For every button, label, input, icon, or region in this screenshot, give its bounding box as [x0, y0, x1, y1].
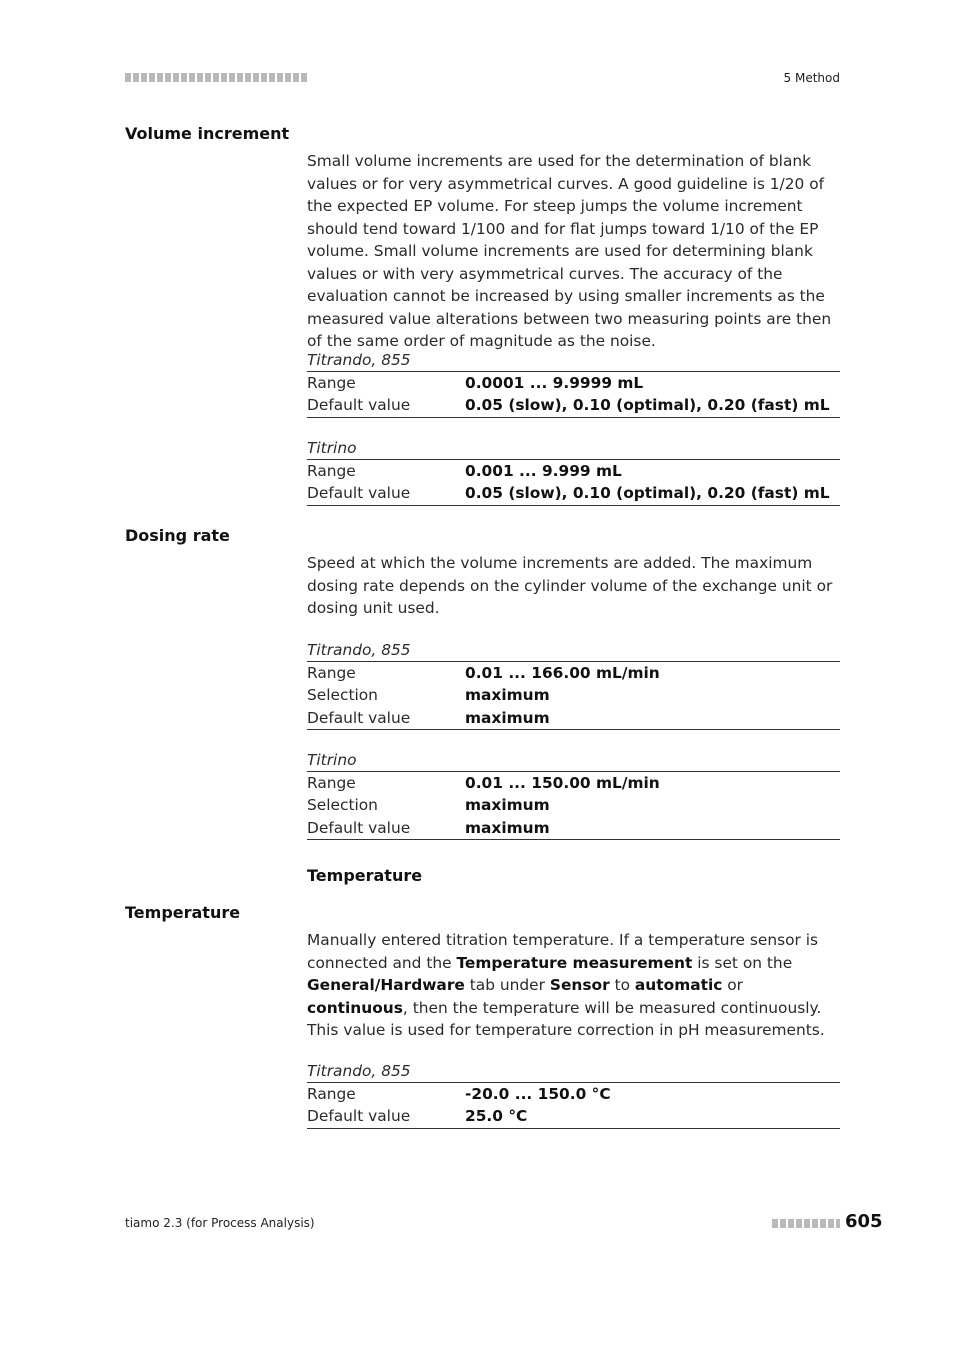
- page-number: 605: [845, 1211, 883, 1232]
- table-value: 0.05 (slow), 0.10 (optimal), 0.20 (fast) mL: [465, 484, 830, 503]
- table-value: 0.01 ... 150.00 mL/min: [465, 774, 660, 792]
- table-caption: Titrando, 855: [307, 349, 840, 372]
- table-key: Range: [307, 374, 356, 392]
- footer-decoration: [772, 1219, 840, 1228]
- temperature-table-titrando: [307, 1060, 840, 1129]
- temperature-description: Manually entered titration temperature. If a temperature sensor is connected and the Temperature measurement is set on the General/Hardware tab under Sensor to automatic or continuous, then the temperature will be measured continuously. This value is used for temperature correction in pH measurements.: [307, 931, 825, 1039]
- table-value: 0.0001 ... 9.9999 mL: [465, 374, 644, 392]
- dosing-rate-heading: Dosing rate: [125, 526, 230, 545]
- table-rule: [307, 417, 840, 418]
- table-key: Range: [307, 1085, 356, 1103]
- table-row: [307, 372, 840, 394]
- table-value: 0.05 (slow), 0.10 (optimal), 0.20 (fast) mL: [465, 396, 830, 415]
- table-caption: Titrando, 855: [307, 1060, 840, 1083]
- table-key: Default value: [307, 484, 411, 503]
- table-key: Range: [307, 462, 356, 480]
- table-key: Range: [307, 664, 356, 682]
- table-value: maximum: [465, 708, 550, 727]
- table-value: 0.001 ... 9.999 mL: [465, 462, 622, 480]
- table-key: Range: [307, 774, 356, 792]
- volume-increment-table-titrando: [307, 349, 840, 418]
- table-row: [307, 662, 840, 684]
- table-row: [307, 460, 840, 482]
- table-row: [307, 1105, 840, 1127]
- table-row: [307, 794, 840, 816]
- table-caption: Titrino: [307, 749, 840, 772]
- table-value: maximum: [465, 818, 550, 837]
- table-caption: Titrando, 855: [307, 639, 840, 662]
- table-row: [307, 482, 840, 504]
- temperature-subheading: Temperature: [307, 866, 423, 885]
- table-key: Selection: [307, 686, 378, 705]
- table-row: [307, 772, 840, 794]
- table-key: Selection: [307, 796, 378, 815]
- table-rule: [307, 839, 840, 840]
- table-row: [307, 684, 840, 706]
- volume-increment-description: Small volume increments are used for the determination of blank values or for very asymmetrical curves. A good guideline is 1/20 of the expected EP volume. For steep jumps the volume increment should tend toward 1/100 and for flat jumps toward 1/10 of the EP volume. Small volume increments are used for determining blank values or with very asymmetrical curves. The accuracy of the evaluation cannot be increased by using smaller increments as the measured value alterations between two measuring points are then of the same order of magnitude as the noise.: [307, 152, 832, 350]
- table-value: 0.01 ... 166.00 mL/min: [465, 664, 660, 682]
- table-value: maximum: [465, 796, 550, 815]
- dosing-rate-table-titrando: [307, 639, 840, 730]
- table-key: Default value: [307, 708, 411, 727]
- table-value: 25.0 °C: [465, 1107, 528, 1126]
- table-row: [307, 394, 840, 416]
- table-rule: [307, 1128, 840, 1129]
- table-value: maximum: [465, 686, 550, 705]
- table-key: Default value: [307, 396, 411, 415]
- header-decoration: [125, 73, 309, 82]
- dosing-rate-description: Speed at which the volume increments are added. The maximum dosing rate depends on the cylinder volume of the exchange unit or dosing unit used.: [307, 554, 833, 617]
- footer-product-name: tiamo 2.3 (for Process Analysis): [125, 1216, 315, 1230]
- table-rule: [307, 505, 840, 506]
- table-row: [307, 1083, 840, 1105]
- dosing-rate-table-titrino: [307, 749, 840, 840]
- table-row: [307, 707, 840, 729]
- table-value: -20.0 ... 150.0 °C: [465, 1085, 611, 1103]
- table-rule: [307, 729, 840, 730]
- table-key: Default value: [307, 818, 411, 837]
- temperature-heading: Temperature: [125, 903, 241, 922]
- header-section-title: 5 Method: [783, 71, 840, 85]
- volume-increment-heading: Volume increment: [125, 124, 290, 143]
- table-caption: Titrino: [307, 437, 840, 460]
- table-row: [307, 817, 840, 839]
- table-key: Default value: [307, 1107, 411, 1126]
- volume-increment-table-titrino: [307, 437, 840, 506]
